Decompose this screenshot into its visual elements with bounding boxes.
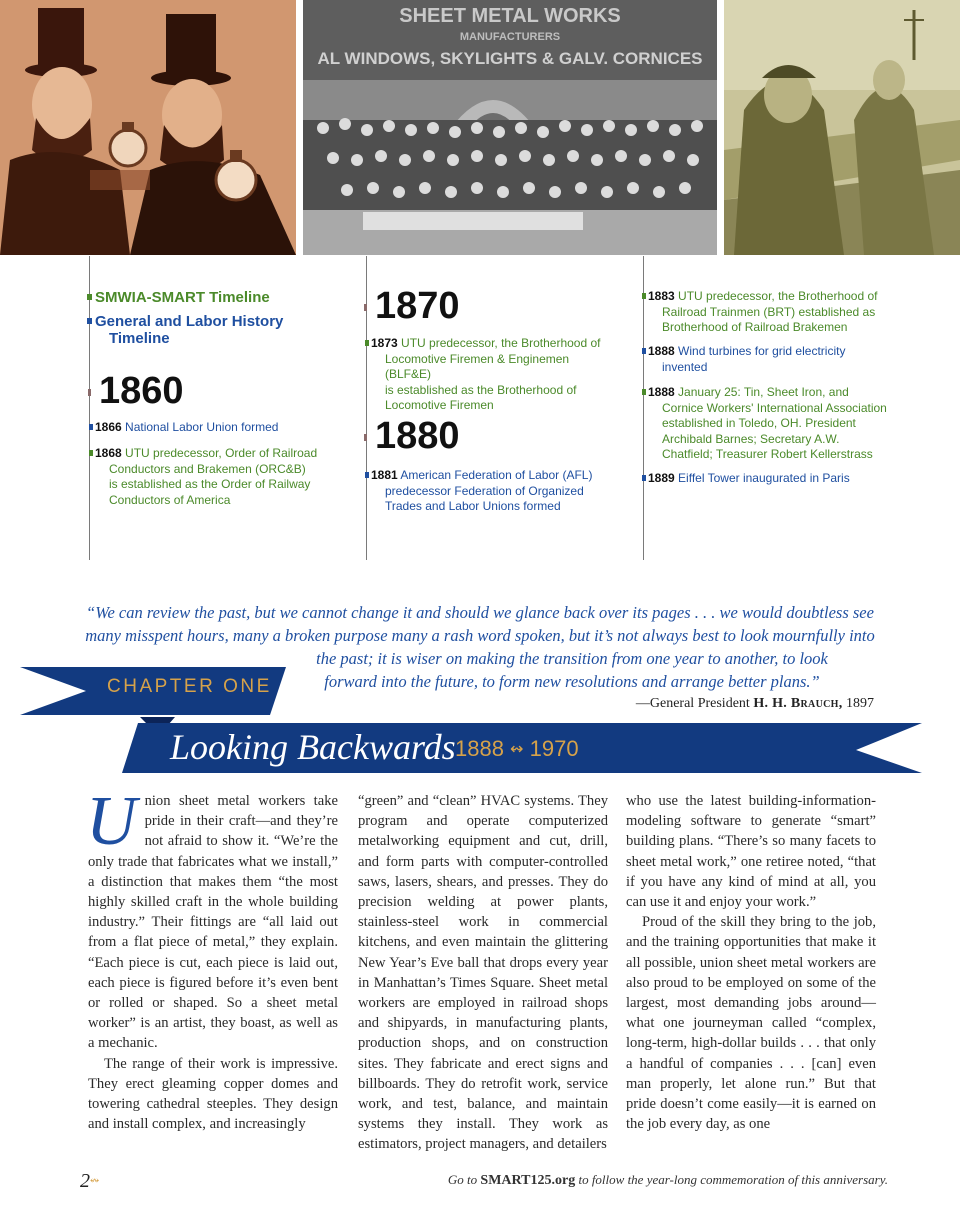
timeline-column-2	[366, 256, 616, 560]
legend-marker-green	[87, 294, 92, 300]
ornament-icon: ↭	[90, 1175, 100, 1187]
timeline-event: 1888 Wind turbines for grid electricity invented	[648, 344, 893, 375]
body-paragraph: Union sheet metal workers take pride in their craft—and they’re not afraid to show it. “We’re the only trade that fabricates what we install,” a distinction that makes them “the most highly skilled craft in the whole building industry.” Their fittings are “all laid out from a flat piece of metal,” they explain. “Each piece is cut, each piece is laid out, each piece is figured before it’s even bent or rolled or shaped. So a sheet metal worker” is an artist, they boast, as well as a mechanic.	[86, 783, 338, 1052]
page-number: 2↭	[80, 1170, 100, 1192]
quote-line: forward into the future, to form new resolutions and arrange better plans.”	[324, 672, 820, 691]
decade-heading: 1870	[375, 286, 460, 326]
chapter-label: CHAPTER ONE	[107, 676, 272, 697]
chapter-title: Looking Backwards	[170, 727, 456, 767]
timeline-event: 1866 National Labor Union formed	[95, 420, 335, 436]
body-column-1	[86, 783, 338, 1134]
body-column-3	[626, 791, 876, 1134]
timeline-rule	[366, 256, 367, 560]
svg-text:MANUFACTURERS: MANUFACTURERS	[459, 31, 561, 43]
drop-cap: U	[86, 783, 137, 860]
timeline-event: 1883 UTU predecessor, the Brotherhood of Railroad Trainmen (BRT) established as Brotherhood of Railroad Brakemen	[648, 289, 893, 336]
timeline-event: 1888 January 25: Tin, Sheet Iron, and Cornice Workers' International Association established in Toledo, OH. President Archibald Barnes; Secretary A.W. Chatfield; Treasurer Robert Kellerstrass	[648, 385, 893, 463]
svg-text:AL WINDOWS, SKYLIGHTS & GALV.: AL WINDOWS, SKYLIGHTS & GALV. CORNICES	[317, 49, 703, 68]
timeline-rule	[643, 256, 644, 560]
body-column-2	[358, 791, 608, 1155]
timeline-column-3	[643, 256, 893, 560]
body-paragraph: The range of their work is impressive. They erect gleaming copper domes and towering cathedral steeples. They design and install complex, and increasingly	[88, 1055, 338, 1133]
site-link[interactable]: SMART125.org	[480, 1173, 576, 1188]
body-paragraph: who use the latest building-information-modeling software to generate “smart” building plans. “There’s so many facets to sheet metal work,” one retiree noted, “that if you have any kind of mind at all, you can use it and enjoy your work.”	[626, 793, 876, 911]
lantern-conductors-photo	[0, 0, 296, 255]
svg-text:SHEET METAL WORKS: SHEET METAL WORKS	[399, 5, 621, 27]
railroad-brakeman-illustration	[724, 0, 960, 255]
quote-attribution: —General President H. H. Brauch, 1897	[635, 696, 874, 711]
footer-note: Go to SMART125.org to follow the year-long commemoration of this anniversary.	[447, 1172, 888, 1188]
timeline-event: 1889 Eiffel Tower inaugurated in Paris	[648, 471, 893, 487]
body-paragraph: “green” and “clean” HVAC systems. They program and operate computerized metalworking equipment and cut, drill, and form parts with computer-controlled saws, lasers, shears, and presses. They do precision welding at power plants, stainless-steel work in commercial kitchens, and even maintain the glittering New Year’s Eve ball that drops every year in Manhattan’s Times Square. Sheet metal workers are employed in railroad shops and shipyards, in manufacturing plants, production shops, and on construction sites. They fabricate and erect signs and billboards. They do retrofit work, service work, and test, balance, and maintain systems they install. They work as estimators, project managers, and detailers	[358, 793, 608, 1153]
legend-general: General and Labor History Timeline	[89, 313, 283, 347]
timeline-event: 1868 UTU predecessor, Order of Railroad Conductors and Brakemen (ORC&B) is established as the Order of Railway Conductors of America	[95, 446, 335, 508]
quote-line: the past; it is wiser on making the transition from one year to another, to look	[316, 649, 828, 668]
decade-heading: 1860	[99, 371, 184, 411]
decade-heading: 1880	[375, 416, 460, 456]
ornament-icon: ↭	[510, 741, 524, 758]
timeline-event: 1873 UTU predecessor, the Brotherhood of Locomotive Firemen & Enginemen (BLF&E) is established as the Brotherhood of Locomotive Firemen	[371, 336, 611, 414]
chapter-years: 1888 ↭ 1970	[455, 736, 579, 761]
legend-marker-blue	[87, 318, 92, 324]
quote-line: many misspent hours, many a broken purpose many a rash word spoken, but it’s not always best to look mournfully into	[85, 626, 875, 645]
timeline-column-1	[89, 256, 339, 560]
timeline-event: 1881 American Federation of Labor (AFL) predecessor Federation of Organized Trades and Labor Unions formed	[371, 468, 611, 515]
sheet-metal-works-photo	[303, 0, 717, 255]
quote-line: “We can review the past, but we cannot change it and should we glance back over its pages . . . we would doubtless see	[86, 603, 874, 622]
attribution-name: H. H. Brauch,	[753, 696, 843, 711]
body-paragraph: Proud of the skill they bring to the job, and the training opportunities that make it all possible, union sheet metal workers are also proud to be employed on some of the largest, most demanding jobs around—what one journeyman called “complex, long-term, high-dollar builds . . . that only a handful of companies . . . [can] even man properly, let alone run.” But that pride doesn’t come easily—it is earned on the job every day, as one	[626, 914, 876, 1133]
legend-smwia: SMWIA-SMART Timeline	[89, 289, 270, 306]
photo-strip	[0, 0, 960, 255]
